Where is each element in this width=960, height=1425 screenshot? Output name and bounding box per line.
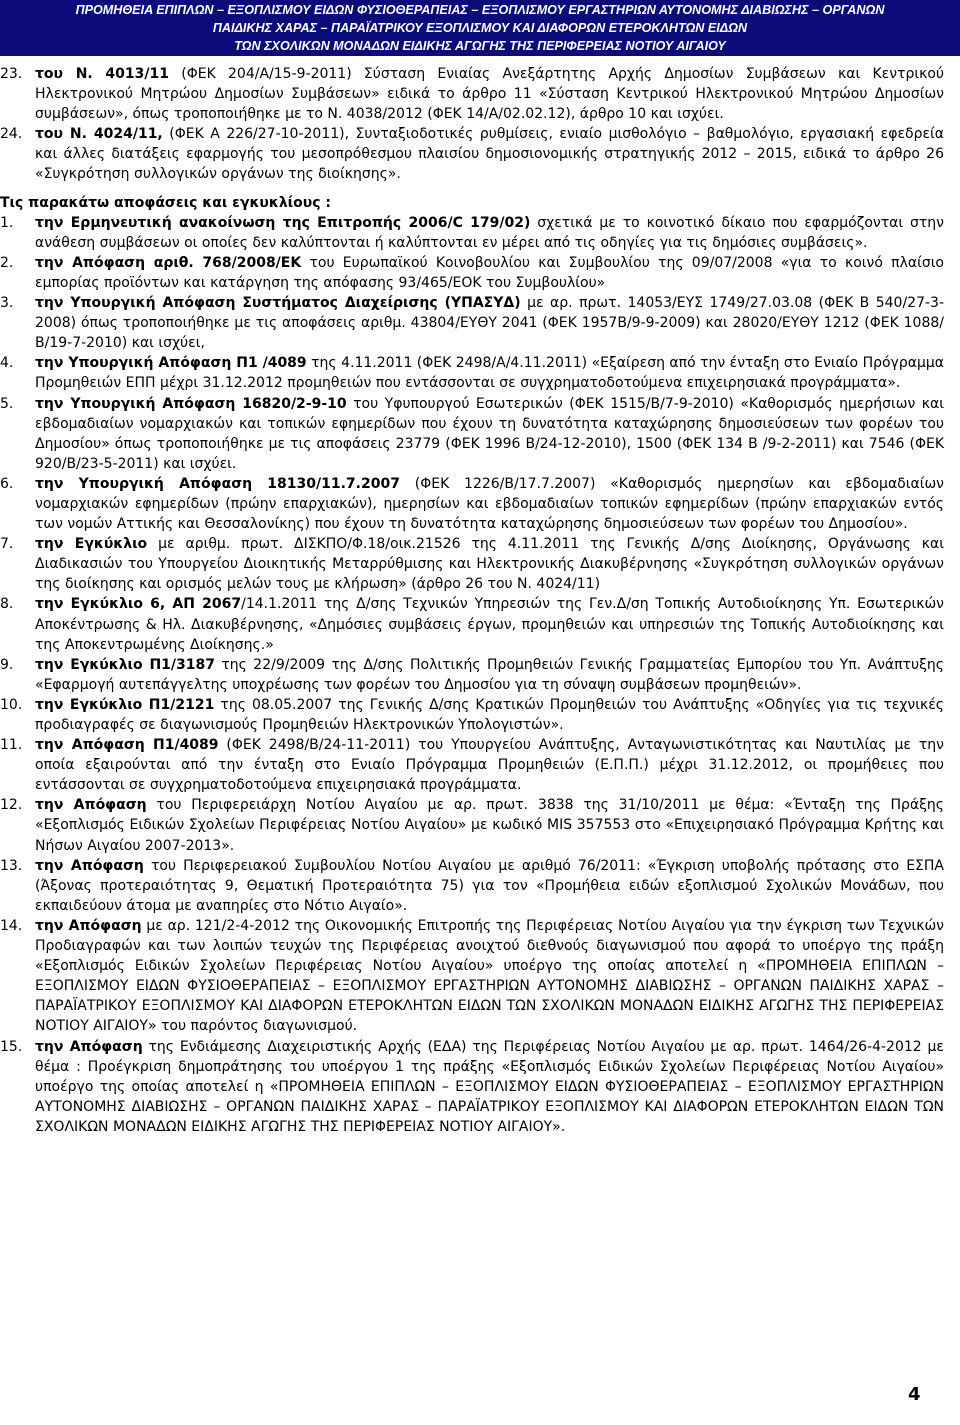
decision-item-text: του Ευρωπαϊκού Κοινοβουλίου και Συμβουλίου της 09/07/2008 «για το κοινό πλαίσιο εμπορίας προϊόντων και κατάργηση της απόφασης 93/465/ΕΟΚ του Συμβουλίου» <box>35 254 944 291</box>
decision-item-number: 15. <box>0 1038 23 1055</box>
decision-item <box>0 655 944 695</box>
decision-item-text: σχετικά με το κοινοτικό δίκαιο που εφαρμόζονται στην ανάθεση συμβάσεων οι οποίες δεν καλύπτονται ή καλύπτονται εν μέρει από τις οδηγίες για τις δημόσιες συμβάσεις». <box>35 214 944 251</box>
decisions-list <box>0 213 944 1137</box>
decision-item-bold: την Απόφαση Π1/4089 <box>35 737 219 754</box>
decision-item-bold: την Υπουργική Απόφαση 16820/2-9-10 <box>35 395 347 412</box>
decision-item <box>0 353 944 393</box>
decision-item <box>0 534 944 594</box>
decision-item <box>0 695 944 735</box>
decision-item-number: 7. <box>0 536 14 553</box>
decision-item-text: (ΦΕΚ 1226/Β/17.7.2007) «Καθορισμός ημερησίων και εβδομαδιαίων νομαρχιακών εφημερίδων (πρώην επαρχιακών), ημερησίων και εβδομαδιαίων τοπικών εφημερίδων (πρώην επαρχιακών εντός των νομών Αττικής και Θεσσαλονίκης) που έχουν τη δυνατότητα καταχώρησης δημοσιεύσεων των φορέων του Δημοσίου». <box>35 475 944 533</box>
law-item-number: 23. <box>0 66 23 82</box>
decision-item <box>0 795 944 855</box>
page-number: 4 <box>908 1384 921 1405</box>
decision-item-bold: την Υπουργική Απόφαση 18130/11.7.2007 <box>35 475 400 492</box>
decision-item-text: της 22/9/2009 της Δ/σης Πολιτικής Προμηθειών Γενικής Γραμματείας Εμπορίου του Υπ. Ανάπτυξης «Εφαρμογή αυτεπάγγελτης υποχρέωσης των φορέων του Δημοσίου για τη σύναψη συμβάσεων προμηθειών». <box>35 656 944 693</box>
section-heading <box>0 193 944 213</box>
law-item-number: 24. <box>0 126 23 143</box>
decision-item-text: (ΦΕΚ 2498/Β/24-11-2011) του Υπουργείου Ανάπτυξης, Ανταγωνιστικότητας και Ναυτιλίας με την οποία εξαιρούνται από την ένταξη στο Ενιαίο Πρόγραμμα Προμηθειών (Ε.Π.Π.) μέχρι 31.12.2012, οι προμήθειες που εντάσσονται σε συγχρηματοδοτούμενα επιχειρησιακά προγράμματα. <box>35 737 944 794</box>
document-header-banner <box>0 0 960 56</box>
decision-item <box>0 394 944 474</box>
law-item-23 <box>0 64 944 124</box>
decision-item-number: 3. <box>0 295 14 312</box>
decision-item <box>0 253 944 293</box>
decision-item-number: 2. <box>0 254 14 271</box>
decision-item-bold: την Εγκύκλιο <box>35 536 148 553</box>
decision-item-bold: την Υπουργική Απόφαση Συστήματος Διαχείρισης (ΥΠΑΣΥΔ) <box>35 295 521 312</box>
decision-item-bold: την Απόφαση <box>35 1038 143 1055</box>
decision-item-text: του Υφυπουργού Εσωτερικών (ΦΕΚ 1515/Β/7-9-2010) «Καθορισμός ημερήσιων και εβδομαδιαίων νομαρχιακών και τοπικών εφημερίδων που έχουν τη δυνατότητα καταχώρησης δημοσιεύσεων των φορέων του Δημοσίου» όπως τροποποιήθηκε με τις αποφάσεις 23779 (ΦΕΚ 1996 Β/24-12-2010), 1500 (ΦΕΚ 134 Β /9-2-2011) και 7546 (ΦΕΚ 920/Β/23-5-2011) και ισχύει. <box>35 395 944 472</box>
law-item-bold: του Ν. 4024/11, <box>35 126 163 143</box>
decision-item-text: της 08.05.2007 της Γενικής Δ/σης Κρατικών Προμηθειών του Ανάπτυξης «Οδηγίες για τις τεχνικές προδιαγραφές σε διαγωνισμούς Προμηθειών Ηλεκτρονικών Υπολογιστών». <box>35 696 944 733</box>
decision-item-text: με αριθμ. πρωτ. ΔΙΣΚΠΟ/Φ.18/οικ.21526 της 4.11.2011 της Γενικής Δ/σης Διοίκησης, Οργάνωσης και Διαδικασιών του Υπουργείου Διοικητικής Μεταρρύθμισης και Ηλεκτρονικής Διακυβέρνησης «Συγκρότηση συλλογικών οργάνων της διοίκησης και ορισμός μελών τους με κλήρωση» (άρθρο 26 του Ν. 4024/11) <box>35 536 944 593</box>
law-item-bold: του Ν. 4013/11 <box>35 66 169 82</box>
decision-item-bold: την Εγκύκλιο 6, ΑΠ 2067 <box>35 596 242 613</box>
decision-item-text: του Περιφερειάρχη Νοτίου Αιγαίου με αρ. πρωτ. 3838 της 31/10/2011 με θέμα: «Ένταξη της Πράξης «Εξοπλισμός Ειδικών Σχολείων Περιφέρειας Νοτίου Αιγαίου» με κωδικό MIS 357553 στο «Επιχειρησιακό Πρόγραμμα Κρήτης και Νήσων Αιγαίου 2007-2013». <box>35 797 944 854</box>
decision-item-bold: την Υπουργική Απόφαση Π1 /4089 <box>35 355 307 372</box>
section-heading-text: Τις παρακάτω αποφάσεις και εγκυκλίους : <box>0 194 331 211</box>
decision-item-bold: την Απόφαση <box>35 857 144 874</box>
decision-item-number: 14. <box>0 917 23 934</box>
document-body <box>0 64 944 1137</box>
decision-item-text: του Περιφερειακού Συμβουλίου Νοτίου Αιγαίου με αριθμό 76/2011: «Έγκριση υποβολής πρότασης στο ΕΣΠΑ (Άξονας προτεραιότητας 9, Θεματική Προτεραιότητα 75) για τον «Προμήθεια ειδών εξοπλισμού Σχολικών Μονάδων, που εκπαιδεύουν άτομα με αναπηρίες στο Νότιο Αιγαίο». <box>35 857 945 914</box>
decision-item <box>0 594 944 654</box>
law-item-text: (ΦΕΚ Α 226/27-10-2011), Συνταξιοδοτικές ρυθμίσεις, ενιαίο μισθολόγιο – βαθμολόγιο, εργασιακή εφεδρεία και άλλες διατάξεις εφαρμογής του μεσοπρόθεσμου πλαισίου δημοσιονομικής στρατηγικής 2012 – 2015, ειδικά το άρθρο 26 «Συγκρότηση συλλογικών οργάνων της διοίκησης». <box>35 126 945 183</box>
decision-item <box>0 474 944 534</box>
law-item-24 <box>0 124 944 184</box>
decision-item <box>0 735 944 795</box>
decision-item-number: 13. <box>0 857 23 874</box>
law-item-text: (ΦΕΚ 204/Α/15-9-2011) Σύσταση Ενιαίας Ανεξάρτητης Αρχής Δημοσίων Συμβάσεων και Κεντρικού Ηλεκτρονικού Μητρώου Δημοσίων Συμβάσεων» ειδικά το άρθρο 11 «Σύσταση Κεντρικού Ηλεκτρονικού Μητρώου Δημοσίων συμβάσεων», όπως τροποποιήθηκε με το Ν. 4038/2012 (ΦΕΚ 14/Α/02.02.12), άρθρο 10 και ισχύει. <box>35 66 944 123</box>
decision-item-text: της 4.11.2011 (ΦΕΚ 2498/Α/4.11.2011) «Εξαίρεση από την ένταξη στο Ενιαίο Πρόγραμμα Προμηθειών ΕΠΠ μέχρι 31.12.2012 προμηθειών που εντάσσονται σε συγχρηματοδοτούμενα επιχειρησιακά προγράμματα». <box>35 355 944 392</box>
header-line-2: ΠΑΙΔΙΚΗΣ ΧΑΡΑΣ – ΠΑΡΑΪΑΤΡΙΚΟΥ ΕΞΟΠΛΙΣΜΟΥ ΚΑΙ ΔΙΑΦΟΡΩΝ ΕΤΕΡΟΚΛΗΤΩΝ ΕΙΔΩΝ <box>212 21 748 35</box>
decision-item <box>0 856 944 916</box>
decision-item-text: με αρ. πρωτ. 14053/ΕΥΣ 1749/27.03.08 (ΦΕΚ Β 540/27-3-2008) όπως τροποποιήθηκε με τις αποφάσεις αριθμ. 43804/ΕΥΘΥ 2041 (ΦΕΚ 1957Β/9-9-2009) και 28020/ΕΥΘΥ 1212 (ΦΕΚ 1088/ Β/19-7-2010) και ισχύει, <box>35 295 944 352</box>
decision-item-number: 12. <box>0 797 23 814</box>
decision-item-bold: την Απόφαση αριθ. 768/2008/ΕΚ <box>35 254 302 271</box>
decision-item-number: 5. <box>0 395 14 412</box>
decision-item <box>0 1037 944 1137</box>
decision-item-text: με αρ. 121/2-4-2012 της Οικονομικής Επιτροπής της Περιφέρειας Νοτίου Αιγαίου για την έγκριση των Τεχνικών Προδιαγραφών και των λοιπών τευχών της Περιφέρειας ανοιχτού διεθνούς διαγωνισμού που αφορά το υποέργο της πράξη «Εξοπλισμός Ειδικών Σχολείων Περιφέρειας Νοτίου Αιγαίου» υποέργο της οποίας αποτελεί η «ΠΡΟΜΗΘΕΙΑ ΕΠΙΠΛΩΝ – ΕΞΟΠΛΙΣΜΟΥ ΕΙΔΩΝ ΦΥΣΙΟΘΕΡΑΠΕΙΑΣ – ΕΞΟΠΛΙΣΜΟΥ ΕΡΓΑΣΤΗΡΙΩΝ ΑΥΤΟΝΟΜΗΣ ΔΙΑΒΙΩΣΗΣ – ΟΡΓΑΝΩΝ ΠΑΙΔΙΚΗΣ ΧΑΡΑΣ – ΠΑΡΑΪΑΤΡΙΚΟΥ ΕΞΟΠΛΙΣΜΟΥ ΚΑΙ ΔΙΑΦΟΡΩΝ ΕΤΕΡΟΚΛΗΤΩΝ ΕΙΔΩΝ ΤΩΝ ΣΧΟΛΙΚΩΝ ΜΟΝΑΔΩΝ ΕΙΔΙΚΗΣ ΑΓΩΓΗΣ ΤΗΣ ΠΕΡΙΦΕΡΕΙΑΣ ΝΟΤΙΟΥ ΑΙΓΑΙΟΥ» του παρόντος διαγωνισμού. <box>35 917 945 1035</box>
decision-item-bold: την Ερμηνευτική ανακοίνωση της Επιτροπής 2006/C 179/02) <box>35 214 531 231</box>
header-line-1: ΠΡΟΜΗΘΕΙΑ ΕΠΙΠΛΩΝ – ΕΞΟΠΛΙΣΜΟΥ ΕΙΔΩΝ ΦΥΣΙΟΘΕΡΑΠΕΙΑΣ – ΕΞΟΠΛΙΣΜΟΥ ΕΡΓΑΣΤΗΡΙΩΝ ΑΥΤΟΝΟΜΗΣ ΔΙΑΒΙΩΣΗΣ – ΟΡΓΑΝΩΝ <box>75 3 885 17</box>
decision-item-number: 6. <box>0 475 14 492</box>
decision-item <box>0 293 944 353</box>
decision-item-number: 11. <box>0 737 23 754</box>
header-line-3: ΤΩΝ ΣΧΟΛΙΚΩΝ ΜΟΝΑΔΩΝ ΕΙΔΙΚΗΣ ΑΓΩΓΗΣ ΤΗΣ ΠΕΡΙΦΕΡΕΙΑΣ ΝΟΤΙΟΥ ΑΙΓΑΙΟΥ <box>234 39 726 53</box>
decision-item-number: 8. <box>0 596 14 613</box>
decision-item-number: 1. <box>0 214 14 231</box>
decision-item-bold: την Απόφαση <box>35 917 142 934</box>
decision-item-number: 4. <box>0 355 14 372</box>
decision-item-bold: την Εγκύκλιο Π1/3187 <box>35 656 215 673</box>
decision-item-text: της Ενδιάμεσης Διαχειριστικής Αρχής (ΕΔΑ) της Περιφέρειας Νοτίου Αιγαίου με αρ. πρωτ. 1464/26-4-2012 με θέμα : Προέγκριση δημοπράτησης του υποέργου 1 της πράξης «Εξοπλισμός Ειδικών Σχολείων Περιφέρειας Νοτίου Αιγαίου» υποέργο της οποίας αποτελεί η «ΠΡΟΜΗΘΕΙΑ ΕΠΙΠΛΩΝ – ΕΞΟΠΛΙΣΜΟΥ ΕΙΔΩΝ ΦΥΣΙΟΘΕΡΑΠΕΙΑΣ – ΕΞΟΠΛΙΣΜΟΥ ΕΡΓΑΣΤΗΡΙΩΝ ΑΥΤΟΝΟΜΗΣ ΔΙΑΒΙΩΣΗΣ – ΟΡΓΑΝΩΝ ΠΑΙΔΙΚΗΣ ΧΑΡΑΣ – ΠΑΡΑΪΑΤΡΙΚΟΥ ΕΞΟΠΛΙΣΜΟΥ ΚΑΙ ΔΙΑΦΟΡΩΝ ΕΤΕΡΟΚΛΗΤΩΝ ΕΙΔΩΝ ΤΩΝ ΣΧΟΛΙΚΩΝ ΜΟΝΑΔΩΝ ΕΙΔΙΚΗΣ ΑΓΩΓΗΣ ΤΗΣ ΠΕΡΙΦΕΡΕΙΑΣ ΝΟΤΙΟΥ ΑΙΓΑΙΟΥ». <box>35 1038 944 1135</box>
decision-item <box>0 916 944 1037</box>
decision-item-bold: την Εγκύκλιο Π1/2121 <box>35 696 215 713</box>
decision-item-text: /14.1.2011 της Δ/σης Τεχνικών Υπηρεσιών της Γεν.Δ/ση Τοπικής Αυτοδιοίκησης Υπ. Εσωτερικών Αποκέντρωσης & Ηλ. Διακυβέρνησης, «Δημόσιες συμβάσεις έργων, προμηθειών και υπηρεσιών της Τοπικής Αυτοδιοίκησης και της Αποκεντρωμένης Διοίκησης.» <box>35 596 944 653</box>
decision-item-bold: την Απόφαση <box>35 797 147 814</box>
decision-item-number: 9. <box>0 656 14 673</box>
decision-item-number: 10. <box>0 696 23 713</box>
decision-item <box>0 213 944 253</box>
